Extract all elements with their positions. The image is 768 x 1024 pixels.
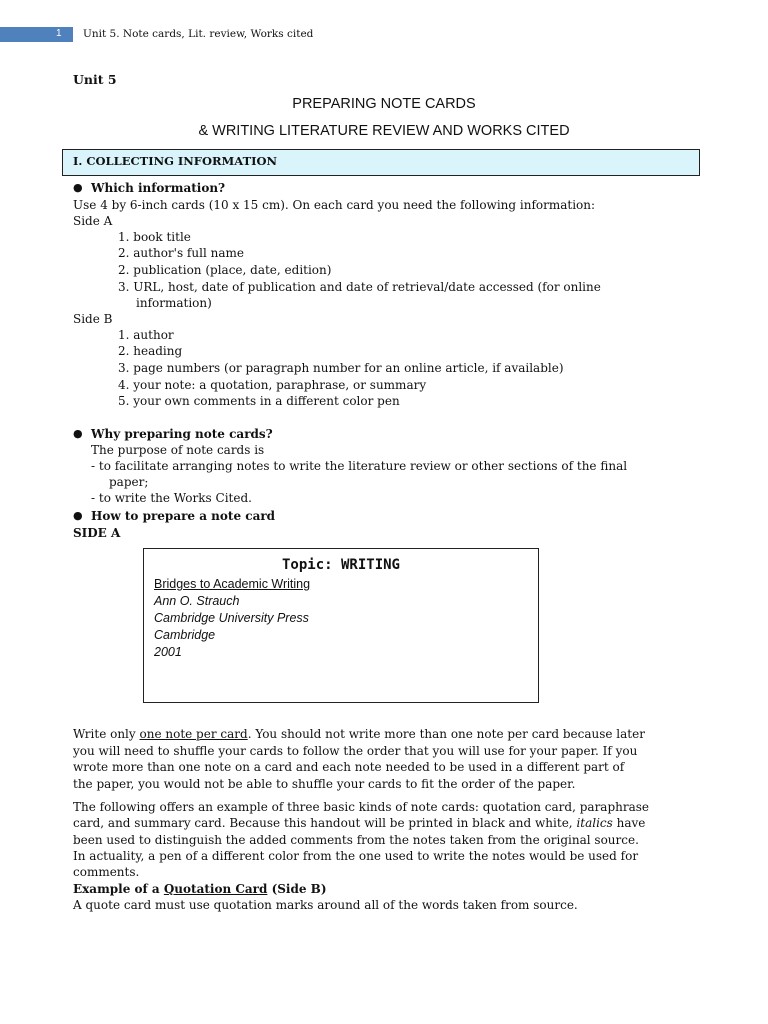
side-b-item: 5. your own comments in a different color pen [118, 394, 400, 408]
section-heading: I. COLLECTING INFORMATION [73, 154, 278, 168]
side-a-item: 2. publication (place, date, edition) [118, 263, 332, 277]
side-b-item: 2. heading [118, 344, 183, 358]
side-b-label: Side B [73, 312, 113, 326]
bullet-icon: ● [73, 181, 83, 194]
why-line: The purpose of note cards is [91, 443, 265, 457]
side-a-label: Side A [73, 214, 113, 228]
paragraph-2-line: been used to distinguish the added comments from the notes taken from the original source. [73, 833, 639, 847]
header-accent-bar [0, 27, 73, 42]
why-line: - to write the Works Cited. [91, 491, 252, 505]
card-place: Cambridge [154, 628, 216, 642]
page-header [0, 27, 768, 42]
page-title-line-1: PREPARING NOTE CARDS [292, 96, 476, 112]
why-line: paper; [109, 475, 149, 489]
paragraph-1-line: the paper, you would not be able to shuffle your cards to fit the order of the paper. [73, 777, 576, 791]
example-note-card [143, 548, 539, 703]
section-heading-box [62, 149, 700, 176]
card-author: Ann O. Strauch [154, 594, 240, 608]
card-publisher: Cambridge University Press [154, 611, 309, 625]
side-a-item-cont: information) [136, 296, 212, 310]
example-text: A quote card must use quotation marks around all of the words taken from source. [73, 898, 578, 912]
why-heading: Why preparing note cards? [91, 427, 273, 441]
side-a-heading: SIDE A [73, 526, 121, 540]
example-heading: Example of a Quotation Card (Side B) [73, 882, 327, 896]
side-b-item: 1. author [118, 328, 174, 342]
page-title-line-2: & WRITING LITERATURE REVIEW AND WORKS CITED [198, 123, 570, 139]
paragraph-2-line: The following offers an example of three basic kinds of note cards: quotation card, paraphrase [73, 800, 650, 814]
page-number: 1 [56, 28, 62, 39]
which-intro: Use 4 by 6-inch cards (10 x 15 cm). On each card you need the following information: [73, 198, 596, 212]
bullet-icon: ● [73, 427, 83, 440]
side-b-item: 3. page numbers (or paragraph number for an online article, if available) [118, 361, 564, 375]
running-title: Unit 5. Note cards, Lit. review, Works cited [83, 28, 314, 40]
paragraph-2-line: In actuality, a pen of a different color from the one used to write the notes would be used for [73, 849, 639, 863]
how-heading: How to prepare a note card [91, 509, 276, 523]
side-a-item: 2. author's full name [118, 246, 244, 260]
why-line: - to facilitate arranging notes to write the literature review or other sections of the final [91, 459, 628, 473]
paragraph-1-line: Write only one note per card. You should not write more than one note per card because later [73, 727, 645, 741]
side-a-item: 1. book title [118, 230, 191, 244]
card-book-title: Bridges to Academic Writing [154, 577, 311, 591]
which-heading: Which information? [91, 181, 226, 195]
paragraph-2-line: card, and summary card. Because this handout will be printed in black and white, italics have [73, 816, 646, 830]
card-topic: Topic: WRITING [281, 557, 400, 573]
paragraph-1-line: you will need to shuffle your cards to follow the order that you will use for your paper. If you [73, 744, 638, 758]
unit-label: Unit 5 [73, 72, 117, 87]
side-a-item: 3. URL, host, date of publication and date of retrieval/date accessed (for online [118, 280, 601, 294]
paragraph-1-line: wrote more than one note on a card and each note needed to be used in a different part of [73, 760, 625, 774]
paragraph-2-line: comments. [73, 865, 140, 879]
side-b-item: 4. your note: a quotation, paraphrase, or summary [118, 378, 427, 392]
card-year: 2001 [154, 645, 182, 659]
bullet-icon: ● [73, 509, 83, 522]
